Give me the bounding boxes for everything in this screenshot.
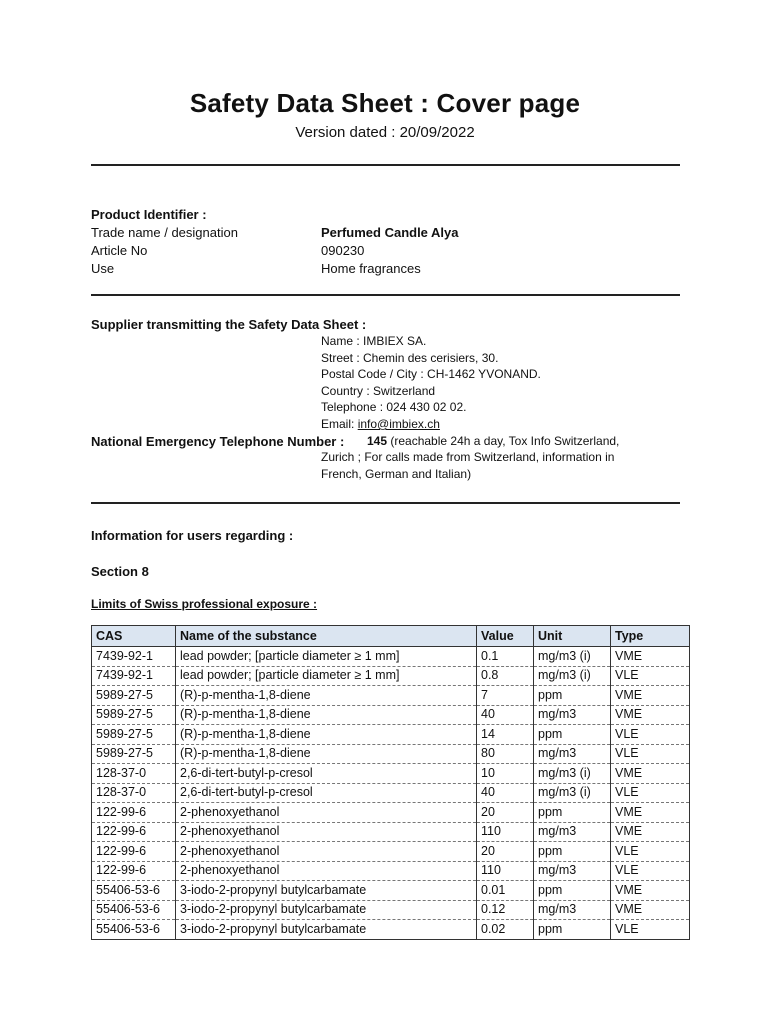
cell-cas: 5989-27-5 (92, 725, 176, 745)
supplier-telephone: Telephone : 024 430 02 02. (321, 400, 467, 414)
header-unit: Unit (534, 626, 611, 647)
cell-cas: 7439-92-1 (92, 666, 176, 686)
trade-name-value: Perfumed Candle Alya (321, 225, 459, 240)
cell-cas: 55406-53-6 (92, 920, 176, 940)
cell-value: 110 (477, 822, 534, 842)
cell-cas: 7439-92-1 (92, 647, 176, 667)
cell-unit: mg/m3 (534, 705, 611, 725)
table-row (92, 744, 690, 764)
table-row (92, 647, 690, 667)
cell-cas: 122-99-6 (92, 803, 176, 823)
table-row (92, 764, 690, 784)
table-row (92, 686, 690, 706)
cell-substance: lead powder; [particle diameter ≥ 1 mm] (176, 666, 477, 686)
cell-substance: 2-phenoxyethanol (176, 803, 477, 823)
table-row (92, 822, 690, 842)
cell-type: VME (611, 705, 690, 725)
cell-unit: mg/m3 (i) (534, 647, 611, 667)
cell-type: VLE (611, 842, 690, 862)
header-substance: Name of the substance (176, 626, 477, 647)
supplier-street: Street : Chemin des cerisiers, 30. (321, 351, 499, 365)
divider-2 (91, 294, 680, 296)
table-row (92, 803, 690, 823)
product-heading: Product Identifier : (91, 207, 207, 222)
cell-substance: 2,6-di-tert-butyl-p-cresol (176, 764, 477, 784)
cell-value: 10 (477, 764, 534, 784)
table-row (92, 783, 690, 803)
header-type: Type (611, 626, 690, 647)
use-value: Home fragrances (321, 261, 421, 276)
exposure-limits-table (91, 625, 690, 940)
cell-unit: mg/m3 (i) (534, 783, 611, 803)
cell-value: 110 (477, 861, 534, 881)
cell-type: VME (611, 822, 690, 842)
cell-type: VME (611, 686, 690, 706)
table-header-row (92, 626, 690, 647)
cell-substance: (R)-p-mentha-1,8-diene (176, 725, 477, 745)
cell-cas: 5989-27-5 (92, 705, 176, 725)
header-value: Value (477, 626, 534, 647)
cell-unit: mg/m3 (534, 822, 611, 842)
cell-type: VLE (611, 861, 690, 881)
cell-unit: mg/m3 (i) (534, 764, 611, 784)
cell-value: 40 (477, 783, 534, 803)
cell-type: VME (611, 900, 690, 920)
trade-name-label: Trade name / designation (91, 225, 238, 240)
table-row (92, 666, 690, 686)
cell-value: 0.12 (477, 900, 534, 920)
cell-cas: 122-99-6 (92, 842, 176, 862)
table-row (92, 842, 690, 862)
emergency-line2: Zurich ; For calls made from Switzerland, information in (321, 450, 615, 464)
cell-substance: 3-iodo-2-propynyl butylcarbamate (176, 881, 477, 901)
supplier-email-row (321, 416, 440, 433)
cell-value: 14 (477, 725, 534, 745)
cell-substance: 3-iodo-2-propynyl butylcarbamate (176, 900, 477, 920)
cell-unit: ppm (534, 686, 611, 706)
cell-substance: 2,6-di-tert-butyl-p-cresol (176, 783, 477, 803)
cell-substance: (R)-p-mentha-1,8-diene (176, 686, 477, 706)
supplier-email-link[interactable]: info@imbiex.ch (357, 417, 440, 431)
supplier-name: Name : IMBIEX SA. (321, 334, 427, 348)
section-label: Section 8 (91, 564, 149, 579)
table-row (92, 900, 690, 920)
cell-unit: ppm (534, 881, 611, 901)
info-heading: Information for users regarding : (91, 528, 294, 543)
cell-unit: ppm (534, 920, 611, 940)
cell-value: 0.8 (477, 666, 534, 686)
cell-value: 40 (477, 705, 534, 725)
version-date: Version dated : 20/09/2022 (295, 124, 475, 141)
cell-value: 0.01 (477, 881, 534, 901)
cell-value: 20 (477, 842, 534, 862)
header-cas: CAS (92, 626, 176, 647)
divider-3 (91, 502, 680, 504)
cell-substance: 2-phenoxyethanol (176, 861, 477, 881)
cell-value: 20 (477, 803, 534, 823)
supplier-country: Country : Switzerland (321, 384, 436, 398)
emergency-line3: French, German and Italian) (321, 467, 472, 481)
cell-substance: (R)-p-mentha-1,8-diene (176, 705, 477, 725)
supplier-email-label: Email: (321, 417, 358, 431)
page-title: Safety Data Sheet : Cover page (189, 88, 581, 118)
supplier-postal: Postal Code / City : CH-1462 YVONAND. (321, 367, 541, 381)
cell-cas: 5989-27-5 (92, 744, 176, 764)
cell-substance: 2-phenoxyethanol (176, 822, 477, 842)
supplier-heading: Supplier transmitting the Safety Data Sheet : (91, 317, 367, 332)
cell-cas: 122-99-6 (92, 861, 176, 881)
cell-type: VME (611, 881, 690, 901)
divider-1 (91, 164, 680, 166)
limits-title: Limits of Swiss professional exposure : (91, 597, 318, 611)
cell-type: VLE (611, 783, 690, 803)
emergency-text-1: (reachable 24h a day, Tox Info Switzerland, (387, 434, 620, 448)
article-no-value: 090230 (321, 243, 365, 258)
cell-unit: ppm (534, 803, 611, 823)
cell-cas: 55406-53-6 (92, 900, 176, 920)
table-row (92, 881, 690, 901)
article-no-label: Article No (91, 243, 148, 258)
cell-cas: 128-37-0 (92, 764, 176, 784)
use-label: Use (91, 261, 115, 276)
cell-substance: lead powder; [particle diameter ≥ 1 mm] (176, 647, 477, 667)
table-row (92, 725, 690, 745)
cell-type: VME (611, 803, 690, 823)
table-row (92, 920, 690, 940)
cell-type: VLE (611, 725, 690, 745)
cell-unit: mg/m3 (534, 861, 611, 881)
emergency-line1 (367, 433, 619, 450)
emergency-label: National Emergency Telephone Number : (91, 434, 345, 449)
cell-value: 0.1 (477, 647, 534, 667)
table-row (92, 705, 690, 725)
cell-unit: mg/m3 (534, 744, 611, 764)
cell-type: VLE (611, 920, 690, 940)
cell-cas: 128-37-0 (92, 783, 176, 803)
cell-cas: 5989-27-5 (92, 686, 176, 706)
table-row (92, 861, 690, 881)
cell-cas: 122-99-6 (92, 822, 176, 842)
cell-unit: mg/m3 (i) (534, 666, 611, 686)
cell-substance: (R)-p-mentha-1,8-diene (176, 744, 477, 764)
cell-type: VLE (611, 744, 690, 764)
cell-unit: ppm (534, 842, 611, 862)
cell-value: 80 (477, 744, 534, 764)
cell-value: 7 (477, 686, 534, 706)
cell-substance: 2-phenoxyethanol (176, 842, 477, 862)
cell-type: VLE (611, 666, 690, 686)
cell-unit: mg/m3 (534, 900, 611, 920)
cell-type: VME (611, 764, 690, 784)
cell-substance: 3-iodo-2-propynyl butylcarbamate (176, 920, 477, 940)
cell-unit: ppm (534, 725, 611, 745)
emergency-number: 145 (367, 434, 388, 448)
cell-value: 0.02 (477, 920, 534, 940)
cell-type: VME (611, 647, 690, 667)
cell-cas: 55406-53-6 (92, 881, 176, 901)
